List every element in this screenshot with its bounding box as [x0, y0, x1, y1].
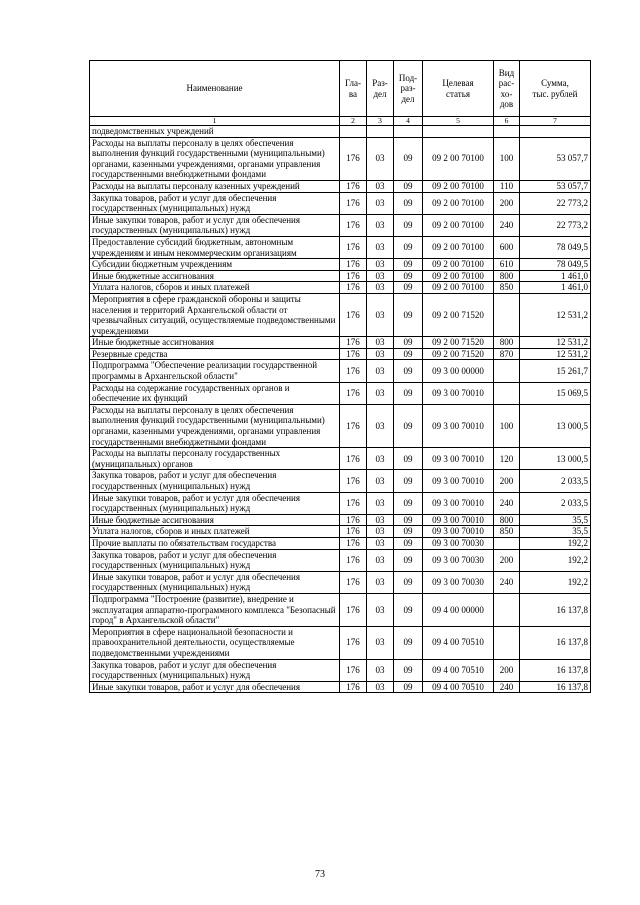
cell-section: 03: [367, 214, 394, 236]
cell-target: 09 2 00 71520: [423, 348, 494, 360]
cell-target: [423, 126, 494, 138]
cell-target: 09 3 00 70010: [423, 470, 494, 492]
cell-amount: 13 000,5: [520, 448, 591, 470]
cell-expense-type: 240: [494, 492, 520, 514]
cell-target: 09 3 00 70010: [423, 382, 494, 404]
cell-name: Предоставление субсидий бюджетным, автономным учреждениям и иным некоммерческим организациям: [90, 236, 340, 258]
cell-amount: 2 033,5: [520, 492, 591, 514]
cell-target: 09 4 00 70510: [423, 681, 494, 693]
cell-target: 09 4 00 70510: [423, 659, 494, 681]
cell-chapter: 176: [340, 180, 367, 192]
cell-section: 03: [367, 236, 394, 258]
cell-amount: 35,5: [520, 514, 591, 526]
cell-expense-type: [494, 293, 520, 336]
cell-expense-type: 800: [494, 270, 520, 282]
cell-expense-type: 800: [494, 514, 520, 526]
cell-subsection: 09: [394, 659, 423, 681]
cell-target: 09 3 00 70010: [423, 514, 494, 526]
cell-subsection: 09: [394, 537, 423, 549]
cell-expense-type: 100: [494, 137, 520, 180]
cell-subsection: 09: [394, 593, 423, 626]
table-body: [90, 126, 591, 693]
table-row: [90, 492, 591, 514]
cell-section: 03: [367, 180, 394, 192]
cell-chapter: 176: [340, 360, 367, 382]
table-row: [90, 180, 591, 192]
cell-name: Расходы на содержание государственных органов и обеспечение их функций: [90, 382, 340, 404]
cell-target: 09 2 00 70100: [423, 137, 494, 180]
cell-amount: 22 773,2: [520, 214, 591, 236]
cell-name: Мероприятия в сфере гражданской обороны и защиты населения и территорий Архангельской области от чрезвычайных ситуаций, осуществляемые подведомственными учреждениями: [90, 293, 340, 336]
cell-expense-type: 610: [494, 259, 520, 271]
cell-target: 09 3 00 70010: [423, 448, 494, 470]
table-row: [90, 571, 591, 593]
cell-target: 09 3 00 70010: [423, 404, 494, 447]
table-row: [90, 626, 591, 659]
table-row: [90, 293, 591, 336]
table-row: [90, 282, 591, 294]
cell-expense-type: 600: [494, 236, 520, 258]
cell-chapter: 176: [340, 470, 367, 492]
cell-section: [367, 126, 394, 138]
cell-target: 09 3 00 70030: [423, 537, 494, 549]
table-row: [90, 404, 591, 447]
cell-expense-type: [494, 126, 520, 138]
cell-section: 03: [367, 626, 394, 659]
cell-amount: 192,2: [520, 571, 591, 593]
cell-target: 09 2 00 70100: [423, 192, 494, 214]
cell-chapter: 176: [340, 382, 367, 404]
cell-amount: 53 057,7: [520, 180, 591, 192]
cell-target: 09 2 00 70100: [423, 180, 494, 192]
cell-name: Расходы на выплаты персоналу государственных (муниципальных) органов: [90, 448, 340, 470]
cell-amount: 2 033,5: [520, 470, 591, 492]
cell-section: 03: [367, 681, 394, 693]
cell-name: Расходы на выплаты персоналу казенных учреждений: [90, 180, 340, 192]
table-row: [90, 360, 591, 382]
cell-chapter: 176: [340, 593, 367, 626]
cell-amount: 13 000,5: [520, 404, 591, 447]
cell-subsection: 09: [394, 626, 423, 659]
cell-name: Иные бюджетные ассигнования: [90, 270, 340, 282]
cell-expense-type: [494, 360, 520, 382]
table-row: [90, 514, 591, 526]
cell-name: Расходы на выплаты персоналу в целях обеспечения выполнения функций государственными (муниципальными) органами, казенными учреждениями, органами управления государственными внебюджетными фондами: [90, 404, 340, 447]
table-row: [90, 549, 591, 571]
cell-expense-type: 120: [494, 448, 520, 470]
column-number: 2: [340, 117, 367, 126]
cell-amount: 12 531,2: [520, 348, 591, 360]
cell-target: 09 3 00 00000: [423, 360, 494, 382]
cell-name: Субсидии бюджетным учреждениям: [90, 259, 340, 271]
cell-expense-type: [494, 593, 520, 626]
header-row: [90, 61, 591, 117]
cell-amount: 16 137,8: [520, 659, 591, 681]
cell-section: 03: [367, 293, 394, 336]
cell-expense-type: [494, 537, 520, 549]
header-name: Наименование: [90, 61, 340, 117]
cell-amount: 1 461,0: [520, 282, 591, 294]
table-row: [90, 214, 591, 236]
header-expense-type: Вид рас- хо- дов: [494, 61, 520, 117]
budget-table: [89, 60, 591, 693]
cell-subsection: 09: [394, 514, 423, 526]
cell-section: 03: [367, 659, 394, 681]
cell-section: 03: [367, 492, 394, 514]
cell-expense-type: 240: [494, 681, 520, 693]
cell-target: 09 3 00 70030: [423, 549, 494, 571]
cell-target: 09 2 00 70100: [423, 259, 494, 271]
cell-target: 09 2 00 70100: [423, 282, 494, 294]
table-row: [90, 526, 591, 538]
cell-subsection: 09: [394, 382, 423, 404]
cell-section: 03: [367, 360, 394, 382]
cell-section: 03: [367, 470, 394, 492]
cell-section: 03: [367, 382, 394, 404]
cell-subsection: 09: [394, 337, 423, 349]
cell-chapter: 176: [340, 492, 367, 514]
header-subsection: Под- раз- дел: [394, 61, 423, 117]
cell-expense-type: 850: [494, 282, 520, 294]
cell-section: 03: [367, 571, 394, 593]
table-row: [90, 126, 591, 138]
cell-name: Закупка товаров, работ и услуг для обеспечения государственных (муниципальных) нужд: [90, 659, 340, 681]
cell-amount: 16 137,8: [520, 593, 591, 626]
cell-name: Уплата налогов, сборов и иных платежей: [90, 282, 340, 294]
cell-subsection: 09: [394, 492, 423, 514]
column-number: 4: [394, 117, 423, 126]
cell-name: Закупка товаров, работ и услуг для обеспечения государственных (муниципальных) нужд: [90, 470, 340, 492]
table-row: [90, 270, 591, 282]
cell-name: Резервные средства: [90, 348, 340, 360]
table-row: [90, 259, 591, 271]
cell-amount: 22 773,2: [520, 192, 591, 214]
cell-chapter: 176: [340, 681, 367, 693]
cell-target: 09 4 00 70510: [423, 626, 494, 659]
table-row: [90, 448, 591, 470]
cell-target: 09 3 00 70010: [423, 492, 494, 514]
cell-target: 09 3 00 70010: [423, 526, 494, 538]
cell-amount: 78 049,5: [520, 236, 591, 258]
cell-subsection: 09: [394, 448, 423, 470]
cell-expense-type: 200: [494, 659, 520, 681]
cell-amount: 16 137,8: [520, 681, 591, 693]
column-number: 6: [494, 117, 520, 126]
table-row: [90, 348, 591, 360]
cell-chapter: [340, 126, 367, 138]
cell-amount: 1 461,0: [520, 270, 591, 282]
cell-chapter: 176: [340, 404, 367, 447]
cell-chapter: 176: [340, 259, 367, 271]
cell-name: Закупка товаров, работ и услуг для обеспечения государственных (муниципальных) нужд: [90, 192, 340, 214]
cell-section: 03: [367, 514, 394, 526]
table-row: [90, 470, 591, 492]
cell-expense-type: 870: [494, 348, 520, 360]
cell-section: 03: [367, 593, 394, 626]
cell-subsection: 09: [394, 681, 423, 693]
cell-chapter: 176: [340, 514, 367, 526]
cell-subsection: 09: [394, 571, 423, 593]
table-row: [90, 659, 591, 681]
table-row: [90, 337, 591, 349]
column-number: 3: [367, 117, 394, 126]
cell-subsection: 09: [394, 293, 423, 336]
cell-chapter: 176: [340, 549, 367, 571]
cell-section: 03: [367, 526, 394, 538]
cell-chapter: 176: [340, 137, 367, 180]
cell-target: 09 4 00 00000: [423, 593, 494, 626]
table-row: [90, 593, 591, 626]
cell-chapter: 176: [340, 192, 367, 214]
cell-amount: [520, 126, 591, 138]
cell-chapter: 176: [340, 571, 367, 593]
cell-section: 03: [367, 404, 394, 447]
cell-chapter: 176: [340, 537, 367, 549]
cell-expense-type: 200: [494, 549, 520, 571]
cell-amount: 15 261,7: [520, 360, 591, 382]
table-row: [90, 681, 591, 693]
cell-expense-type: 240: [494, 214, 520, 236]
cell-subsection: 09: [394, 137, 423, 180]
cell-amount: 35,5: [520, 526, 591, 538]
header-amount: Сумма, тыс. рублей: [520, 61, 591, 117]
table-row: [90, 236, 591, 258]
cell-subsection: 09: [394, 526, 423, 538]
cell-amount: 12 531,2: [520, 337, 591, 349]
cell-expense-type: 110: [494, 180, 520, 192]
cell-chapter: 176: [340, 526, 367, 538]
cell-subsection: 09: [394, 360, 423, 382]
cell-chapter: 176: [340, 270, 367, 282]
cell-subsection: 09: [394, 214, 423, 236]
cell-target: 09 2 00 71520: [423, 337, 494, 349]
table-row: [90, 382, 591, 404]
column-number: 1: [90, 117, 340, 126]
cell-name: подведомственных учреждений: [90, 126, 340, 138]
cell-name: Подпрограмма "Обеспечение реализации государственной программы в Архангельской области": [90, 360, 340, 382]
cell-subsection: 09: [394, 470, 423, 492]
cell-section: 03: [367, 282, 394, 294]
cell-target: 09 3 00 70030: [423, 571, 494, 593]
cell-expense-type: 200: [494, 192, 520, 214]
cell-subsection: 09: [394, 180, 423, 192]
cell-subsection: 09: [394, 270, 423, 282]
cell-section: 03: [367, 137, 394, 180]
cell-subsection: 09: [394, 259, 423, 271]
table-row: [90, 537, 591, 549]
cell-chapter: 176: [340, 348, 367, 360]
cell-chapter: 176: [340, 448, 367, 470]
cell-chapter: 176: [340, 626, 367, 659]
cell-expense-type: 850: [494, 526, 520, 538]
cell-amount: 16 137,8: [520, 626, 591, 659]
cell-expense-type: 200: [494, 470, 520, 492]
cell-name: Иные закупки товаров, работ и услуг для обеспечения государственных (муниципальных) нужд: [90, 492, 340, 514]
cell-subsection: 09: [394, 282, 423, 294]
cell-name: Иные закупки товаров, работ и услуг для обеспечения государственных (муниципальных) нужд: [90, 571, 340, 593]
cell-name: Закупка товаров, работ и услуг для обеспечения государственных (муниципальных) нужд: [90, 549, 340, 571]
cell-amount: 192,2: [520, 549, 591, 571]
cell-chapter: 176: [340, 236, 367, 258]
cell-target: 09 2 00 70100: [423, 236, 494, 258]
cell-chapter: 176: [340, 337, 367, 349]
column-number: 7: [520, 117, 591, 126]
cell-section: 03: [367, 259, 394, 271]
cell-name: Подпрограмма "Построение (развитие), внедрение и эксплуатация аппаратно-программного комплекса "Безопасный город" в Архангельской области": [90, 593, 340, 626]
cell-section: 03: [367, 192, 394, 214]
cell-name: Иные закупки товаров, работ и услуг для обеспечения государственных (муниципальных) нужд: [90, 214, 340, 236]
cell-amount: 78 049,5: [520, 259, 591, 271]
cell-expense-type: 800: [494, 337, 520, 349]
column-number: 5: [423, 117, 494, 126]
cell-target: 09 2 00 70100: [423, 270, 494, 282]
cell-subsection: 09: [394, 192, 423, 214]
header-section: Раз- дел: [367, 61, 394, 117]
cell-section: 03: [367, 270, 394, 282]
cell-name: Иные бюджетные ассигнования: [90, 337, 340, 349]
cell-name: Расходы на выплаты персоналу в целях обеспечения выполнения функций государственными (муниципальными) органами, казенными учреждениями, органами управления государственными внебюджетными фондами: [90, 137, 340, 180]
cell-subsection: [394, 126, 423, 138]
header-target: Целевая статья: [423, 61, 494, 117]
cell-amount: 192,2: [520, 537, 591, 549]
header-chapter: Гла- ва: [340, 61, 367, 117]
cell-amount: 53 057,7: [520, 137, 591, 180]
cell-name: Иные закупки товаров, работ и услуг для обеспечения: [90, 681, 340, 693]
cell-name: Уплата налогов, сборов и иных платежей: [90, 526, 340, 538]
cell-expense-type: [494, 626, 520, 659]
cell-subsection: 09: [394, 404, 423, 447]
cell-amount: 12 531,2: [520, 293, 591, 336]
page-number: 73: [315, 869, 325, 880]
cell-expense-type: 240: [494, 571, 520, 593]
cell-expense-type: 100: [494, 404, 520, 447]
cell-section: 03: [367, 448, 394, 470]
cell-section: 03: [367, 549, 394, 571]
cell-chapter: 176: [340, 282, 367, 294]
cell-name: Прочие выплаты по обязательствам государства: [90, 537, 340, 549]
column-number-row: [90, 117, 591, 126]
cell-chapter: 176: [340, 293, 367, 336]
cell-name: Иные бюджетные ассигнования: [90, 514, 340, 526]
cell-amount: 15 069,5: [520, 382, 591, 404]
cell-name: Мероприятия в сфере национальной безопасности и правоохранительной деятельности, осуществляемые подведомственными учреждениями: [90, 626, 340, 659]
cell-section: 03: [367, 337, 394, 349]
cell-section: 03: [367, 537, 394, 549]
cell-subsection: 09: [394, 549, 423, 571]
table-row: [90, 192, 591, 214]
cell-chapter: 176: [340, 659, 367, 681]
cell-section: 03: [367, 348, 394, 360]
table-row: [90, 137, 591, 180]
cell-target: 09 2 00 71520: [423, 293, 494, 336]
cell-expense-type: [494, 382, 520, 404]
cell-subsection: 09: [394, 348, 423, 360]
cell-target: 09 2 00 70100: [423, 214, 494, 236]
cell-subsection: 09: [394, 236, 423, 258]
cell-chapter: 176: [340, 214, 367, 236]
